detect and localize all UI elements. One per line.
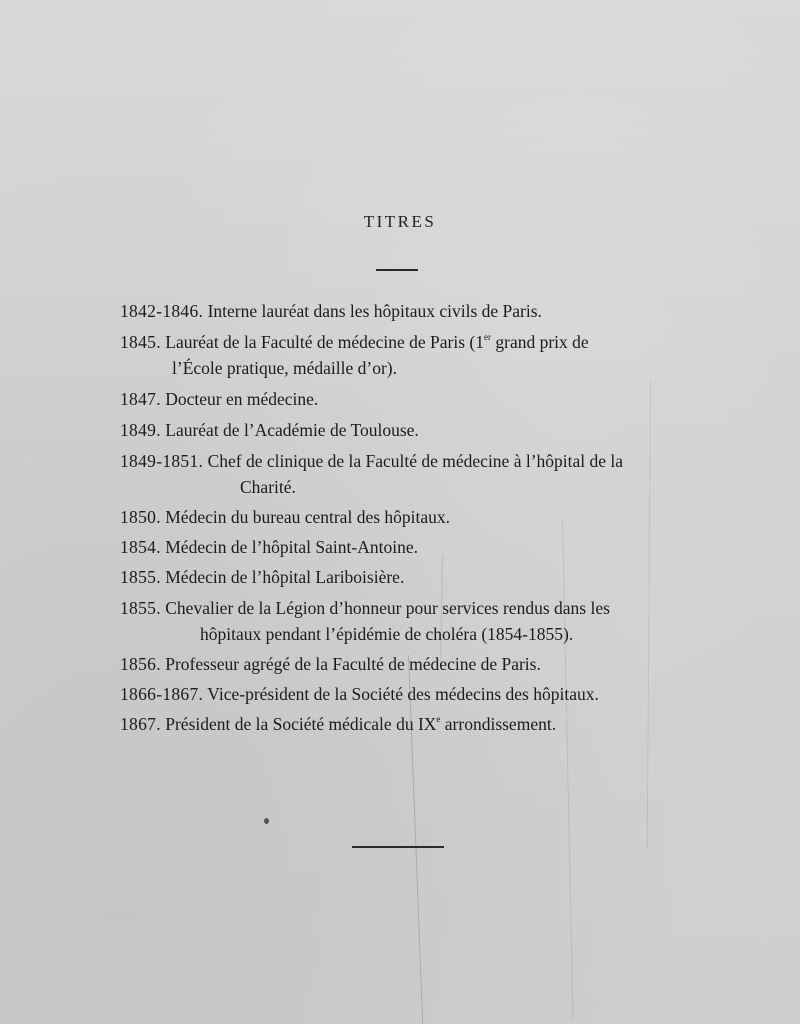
entry-years: 1842-1846. (120, 301, 204, 321)
entry-text: Médecin de l’hôpital Saint-Antoine. (165, 537, 418, 557)
entry-text: Médecin du bureau central des hôpitaux. (165, 507, 451, 527)
entry-years: 1849. (120, 420, 161, 440)
closing-rule (352, 846, 444, 848)
entry-years: 1866-1867. (120, 684, 204, 704)
entry-text-after: grand prix de (491, 332, 589, 352)
list-item (120, 711, 680, 737)
entry-continuation: l’École pratique, médaille d’or). (172, 358, 397, 378)
entry-superscript: er (484, 332, 491, 342)
title-rule (376, 269, 418, 271)
page-title: TITRES (363, 212, 437, 231)
list-item (120, 298, 680, 324)
list-item (120, 329, 680, 381)
ink-speck (264, 818, 269, 824)
entry-years: 1850. (120, 507, 161, 527)
list-item (120, 681, 680, 707)
entry-continuation: hôpitaux pendant l’épidémie de choléra (1854-1855). (200, 624, 574, 644)
entry-continuation: Charité. (240, 477, 296, 497)
entry-text: Chef de clinique de la Faculté de médecine à l’hôpital de la (207, 451, 624, 471)
entry-years: 1849-1851. (120, 451, 204, 471)
entry-text: Président de la Société médicale du IX (165, 714, 437, 734)
list-item (120, 564, 680, 590)
list-item (120, 504, 680, 530)
entry-text: Lauréat de l’Académie de Toulouse. (165, 420, 419, 440)
entry-text: Chevalier de la Légion d’honneur pour services rendus dans les (165, 598, 610, 618)
entry-text: Médecin de l’hôpital Lariboisière. (165, 567, 405, 587)
entry-text: Professeur agrégé de la Faculté de médecine de Paris. (165, 654, 541, 674)
entry-text: Docteur en médecine. (165, 389, 319, 409)
entry-years: 1856. (120, 654, 161, 674)
list-item (120, 417, 680, 443)
titles-list (120, 298, 680, 737)
entry-years: 1855. (120, 598, 161, 618)
list-item (120, 595, 680, 647)
list-item (120, 386, 680, 412)
list-item (120, 534, 680, 560)
entry-text-after: arrondissement. (440, 714, 557, 734)
entry-years: 1854. (120, 537, 161, 557)
list-item (120, 448, 680, 500)
list-item (120, 651, 680, 677)
entry-years: 1855. (120, 567, 161, 587)
entry-years: 1867. (120, 714, 161, 734)
entry-superscript: e (436, 714, 441, 724)
entry-text: Vice-président de la Société des médecins des hôpitaux. (207, 684, 599, 704)
entry-years: 1847. (120, 389, 161, 409)
entry-text: Lauréat de la Faculté de médecine de Paris (1 (165, 332, 484, 352)
entry-text: Interne lauréat dans les hôpitaux civils de Paris. (207, 301, 542, 321)
entry-years: 1845. (120, 332, 161, 352)
